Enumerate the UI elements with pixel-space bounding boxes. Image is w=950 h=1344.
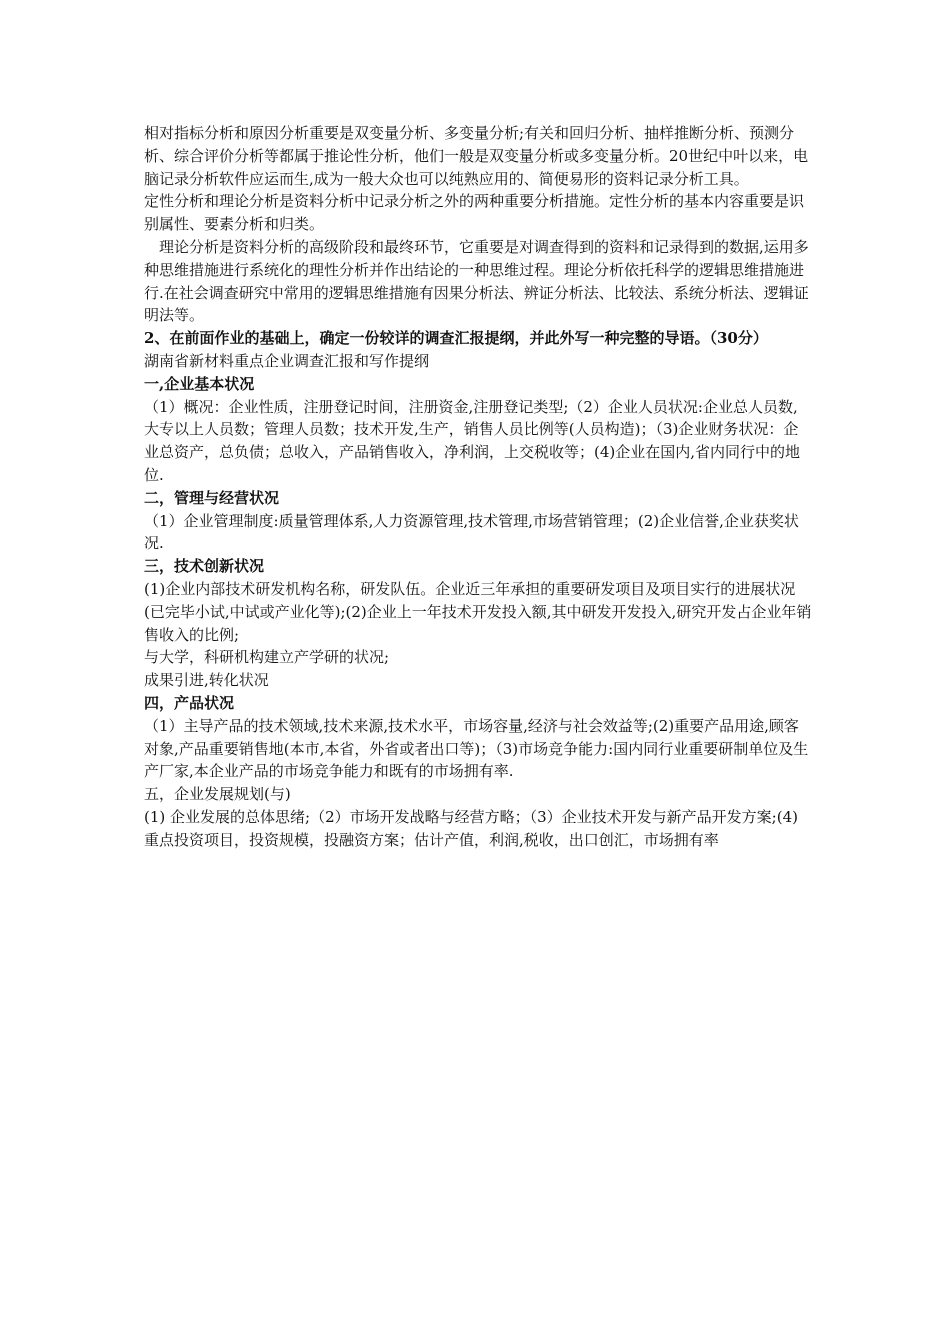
section-heading-5: 五，企业发展规划(与) xyxy=(144,785,291,804)
paragraph-qualitative-analysis: 定性分析和理论分析是资料分析中记录分析之外的两种重要分析措施。定性分析的基本内容重要是识别属性、要素分析和归类。 xyxy=(144,192,805,234)
section-body-4: （1）主导产品的技术领域,技术来源,技术水平，市场容量,经济与社会效益等;(2)重要产品用途,顾客对象,产品重要销售地(本市,本省，外省或者出口等)；（3)市场竞争能力:国内同行业重要研制单位及生产厂家,本企业产品的市场竞争能力和既有的市场拥有率. xyxy=(144,716,809,781)
document-page xyxy=(144,122,812,852)
section-body-1: （1）概况：企业性质，注册登记时间，注册资金,注册登记类型;（2）企业人员状况:企业总人员数,大专以上人员数；管理人员数；技术开发,生产，销售人员比例等(人员构造)；（3)企业财务状况：企业总资产，总负债；总收入，产品销售收入，净利润，上交税收等；(4)企业在国内,省内同行中的地位. xyxy=(144,397,801,484)
paragraph-analysis-types: 相对指标分析和原因分析重要是双变量分析、多变量分析;有关和回归分析、抽样推断分析、预测分析、综合评价分析等都属于推论性分析，他们一般是双变量分析或多变量分析。20世纪中叶以来，电脑记录分析软件应运而生,成为一般大众也可以纯熟应用的、简便易形的资料记录分析工具。 xyxy=(144,124,809,188)
section-body-3-transfer: 成果引进,转化状况 xyxy=(144,671,269,690)
section-body-3-university: 与大学，科研机构建立产学研的状况; xyxy=(144,648,390,667)
section-heading-1: 一,企业基本状况 xyxy=(144,374,255,393)
paragraph-theoretical-analysis: 理论分析是资料分析的高级阶段和最终环节，它重要是对调查得到的资料和记录得到的数据,运用多种思维措施进行系统化的理性分析并作出结论的一种思维过程。理论分析依托科学的逻辑思维措施进行.在社会调查研究中常用的逻辑思维措施有因果分析法、辨证分析法、比较法、系统分析法、逻辑证明法等。 xyxy=(144,237,809,325)
section-heading-4: 四，产品状况 xyxy=(144,693,235,712)
section-body-2: （1）企业管理制度:质量管理体系,人力资源管理,技术管理,市场营销管理；(2)企业信誉,企业获奖状况. xyxy=(144,511,799,553)
outline-title: 湖南省新材料重点企业调查汇报和写作提纲 xyxy=(144,351,430,370)
section-heading-2: 二，管理与经营状况 xyxy=(144,488,280,507)
section-body-5: (1) 企业发展的总体思绪;（2）市场开发战略与经营方略；（3）企业技术开发与新产品开发方案;(4)重点投资项目，投资规模，投融资方案；估计产值，利润,税收，出口创汇，市场拥有率 xyxy=(144,807,798,849)
question-heading: 2、在前面作业的基础上，确定一份较详的调查汇报提纲，并此外写一种完整的导语。（30分） xyxy=(144,329,768,348)
section-heading-3: 三，技术创新状况 xyxy=(144,557,265,576)
section-body-3: (1)企业内部技术研发机构名称，研发队伍。企业近三年承担的重要研发项目及项目实行的进展状况(已完毕小试,中试或产业化等);(2)企业上一年技术开发投入额,其中研发开发投入,研究开发占企业年销售收入的比例; xyxy=(144,579,812,644)
